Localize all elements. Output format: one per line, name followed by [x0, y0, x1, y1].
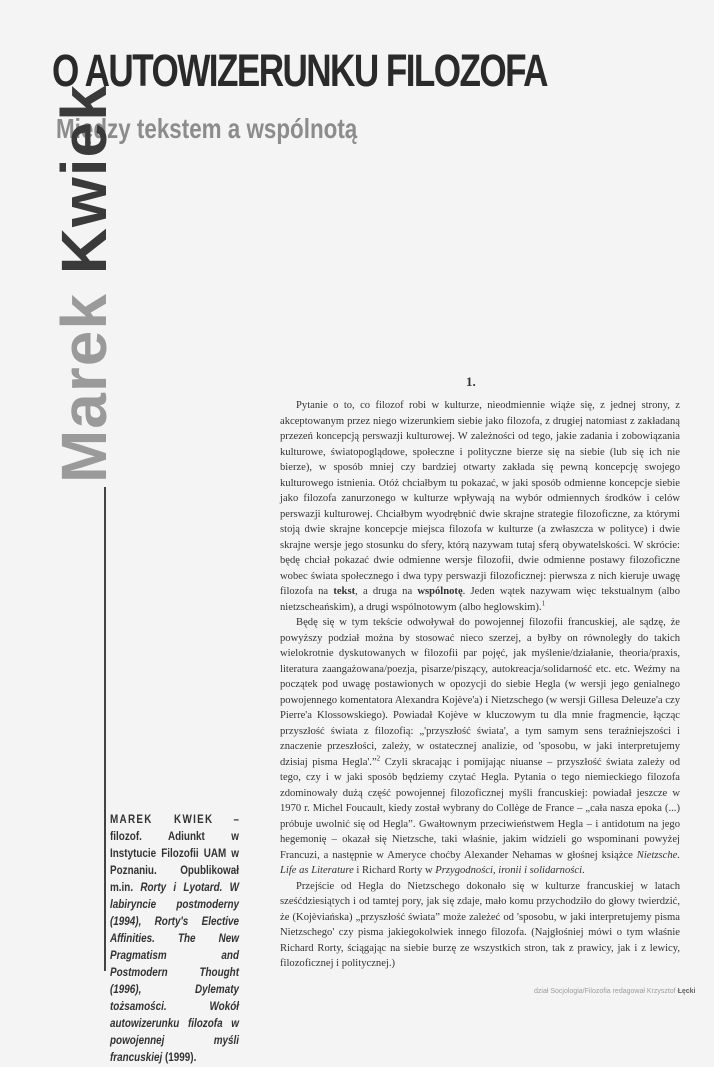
book-title-rorty: Przygodności, ironii i solidarności	[435, 865, 583, 876]
footnote-ref-2: 2	[376, 753, 381, 762]
article-body	[280, 398, 680, 972]
article-title: O AUTOWIZERUNKU FILOZOFA	[52, 45, 547, 96]
paragraph-1-text-3: . Jeden wątek nazywam więc tekstualnym (albo nietzscheańskim), a drugi wspólnotowym (albo heglowskim).	[280, 586, 680, 613]
paragraph-2-text: Będę się w tym tekście odwoływał do powojennej filozofii francuskiej, ale sądzę, że powyższy podział można by stosować nieco szerzej, a byłby on równoległy do takich wielokrotnie dyskutowanych w filozofii par pojęć, jak myślenie/działanie, theoria/praxis, literatura zaangażowana/poezja, pisarze/piszący, autokreacja/solidarność etc. etc. Weźmy na początek pod uwagę postawionych w opozycji do siebie Hegla (w wersji jego genialnego powojennego komentatora Alexandra Kojève'a) i Nietzschego (w wersji Gillesa Deleuze'a czy Pierre'a Klossowskiego). Powiadał Kojève w kluczowym tu dla mnie fragmencie, łącząc przyszłość świata z filozofią: „'przyszłość świata', a tym samym sens teraźniejszości i znaczenie przeszłości, zależy, w ostatecznej analizie, od 'sposobu, w jaki interpretujemy dzisiaj pisma Hegla'.”	[280, 617, 680, 768]
author-name-vertical	[48, 84, 120, 483]
emphasis-wspolnota: wspólnotę	[417, 586, 463, 597]
paragraph-2-text-2: Czyli skracając i pomijając niuanse – przyszłość świata zależy od tego, czy i w jaki sposób będziemy czytać Hegla. Pytania o tego niemieckiego filozofa zdominowały dużą część powojennej filozoficznej myśli francuskiej: powiadał jeszcze w 1970 r. Michel Foucault, kiedy został wybrany do Collège de France – „cała nasza epoka (...) próbuje uwolnić się od Hegla”. Gwałtownym przeciwieństwem Hegla – i antidotum na jego hegemonię – okazał się Nietzsche, taki właśnie, jakim widzieli go wspominani powyżej Francuzi, a następnie w Ameryce choćby Alexander Nehamas w głośnej książce	[280, 756, 680, 861]
author-bio	[110, 812, 239, 1067]
paragraph-2-text-4: .	[582, 865, 585, 876]
footnote-ref-1: 1	[541, 598, 546, 607]
section-number: 1.	[466, 374, 476, 389]
author-first-name: Marek	[48, 293, 120, 483]
vertical-rule	[104, 487, 106, 971]
article-subtitle: Między tekstem a wspólnotą	[56, 113, 358, 144]
book-title-nehamas: Nietzsche. Life as Literature	[280, 849, 680, 876]
footer-text: dział Socjologia/Filozofia redagował Krzysztof	[534, 988, 678, 995]
paragraph-1	[280, 398, 680, 615]
emphasis-tekst: tekst	[333, 586, 356, 597]
footer-editor: Łęcki	[677, 988, 696, 995]
paragraph-2	[280, 615, 680, 879]
bio-works: Rorty i Lyotard. W labiryncie postmoderny (1994), Rorty's Elective Affinities. The New Pragmatism and Postmodern Thought (1996), Dylematy tożsamości. Wokół autowizerunku filozofa w powojennej myśli francuskiej	[110, 882, 239, 1064]
bio-year: (1999).	[162, 1052, 197, 1064]
paragraph-1-text: Pytanie o to, co filozof robi w kulturze, nieodmiennie wiąże się, z jednej strony, z akceptowanym przez niego wizerunkiem siebie jako filozofa, z drugiej natomiast z zakładaną przezeń koncepcją perswazji kulturowej. W zależności od tego, jakie zadania i zobowiązania kulturowe, światopoglądowe, społeczne i polityczne bierze się na siebie (lub się ich nie bierze), w sposób mniej czy bardziej otwarty zakłada się pewną koncepcję swojego kulturowego istnienia. Otóż chciałbym tu pokazać, w jaki sposób odmienne koncepcje siebie jako filozofa zanurzonego w kulturze wpływają na wybór odmiennych środków i celów perswazji kulturowej. Chciałbym wyodrębnić dwie skrajne strategie filozoficzne, za którymi stoją dwie skrajne koncepcje miejsca filozofa w kulturze (a zwłaszcza w polityce) i dwie skrajne wersje jego stosunku do sfery, którą nazywam tutaj sferą obywatelskości. W skrócie: będę chciał pokazać dwie odmienne wersje filozofii, dwie odmienne postawy filozoficzne wobec świata społecznego i dwa typy perswazji filozoficznej: pierwsza z nich kieruje uwagę filozofa na	[280, 400, 680, 597]
paragraph-2-text-3: i Richard Rorty w	[353, 865, 436, 876]
paragraph-3: Przejście od Hegla do Nietzschego dokonało się w kulturze francuskiej w latach sześćdziesiątych i od tamtej pory, jak się zdaje, mało komu przychodziło do głowy twierdzić, że (Kojèviańska) „przyszłość świata” może zależeć od 'sposobu, w jaki interpretujemy pisma Nietzschego' czy pisma jakiegokolwiek innego filozofa. (Najgłośniej mówi o tym właśnie Richard Rorty, ściągając na siebie burzę ze wszystkich stron, tak z prawicy, jak i z lewicy, filozoficznej i politycznej.)	[280, 880, 680, 969]
paragraph-1-text-2: , a druga na	[355, 586, 418, 597]
page-footer	[534, 988, 695, 995]
bio-text: – filozof. Adiunkt w Instytucie Filozofii UAM w Poznaniu. Opublikował m.in.	[110, 814, 239, 894]
bio-name: MAREK KWIEK	[110, 814, 214, 826]
author-last-name: Kwiek	[48, 84, 120, 275]
